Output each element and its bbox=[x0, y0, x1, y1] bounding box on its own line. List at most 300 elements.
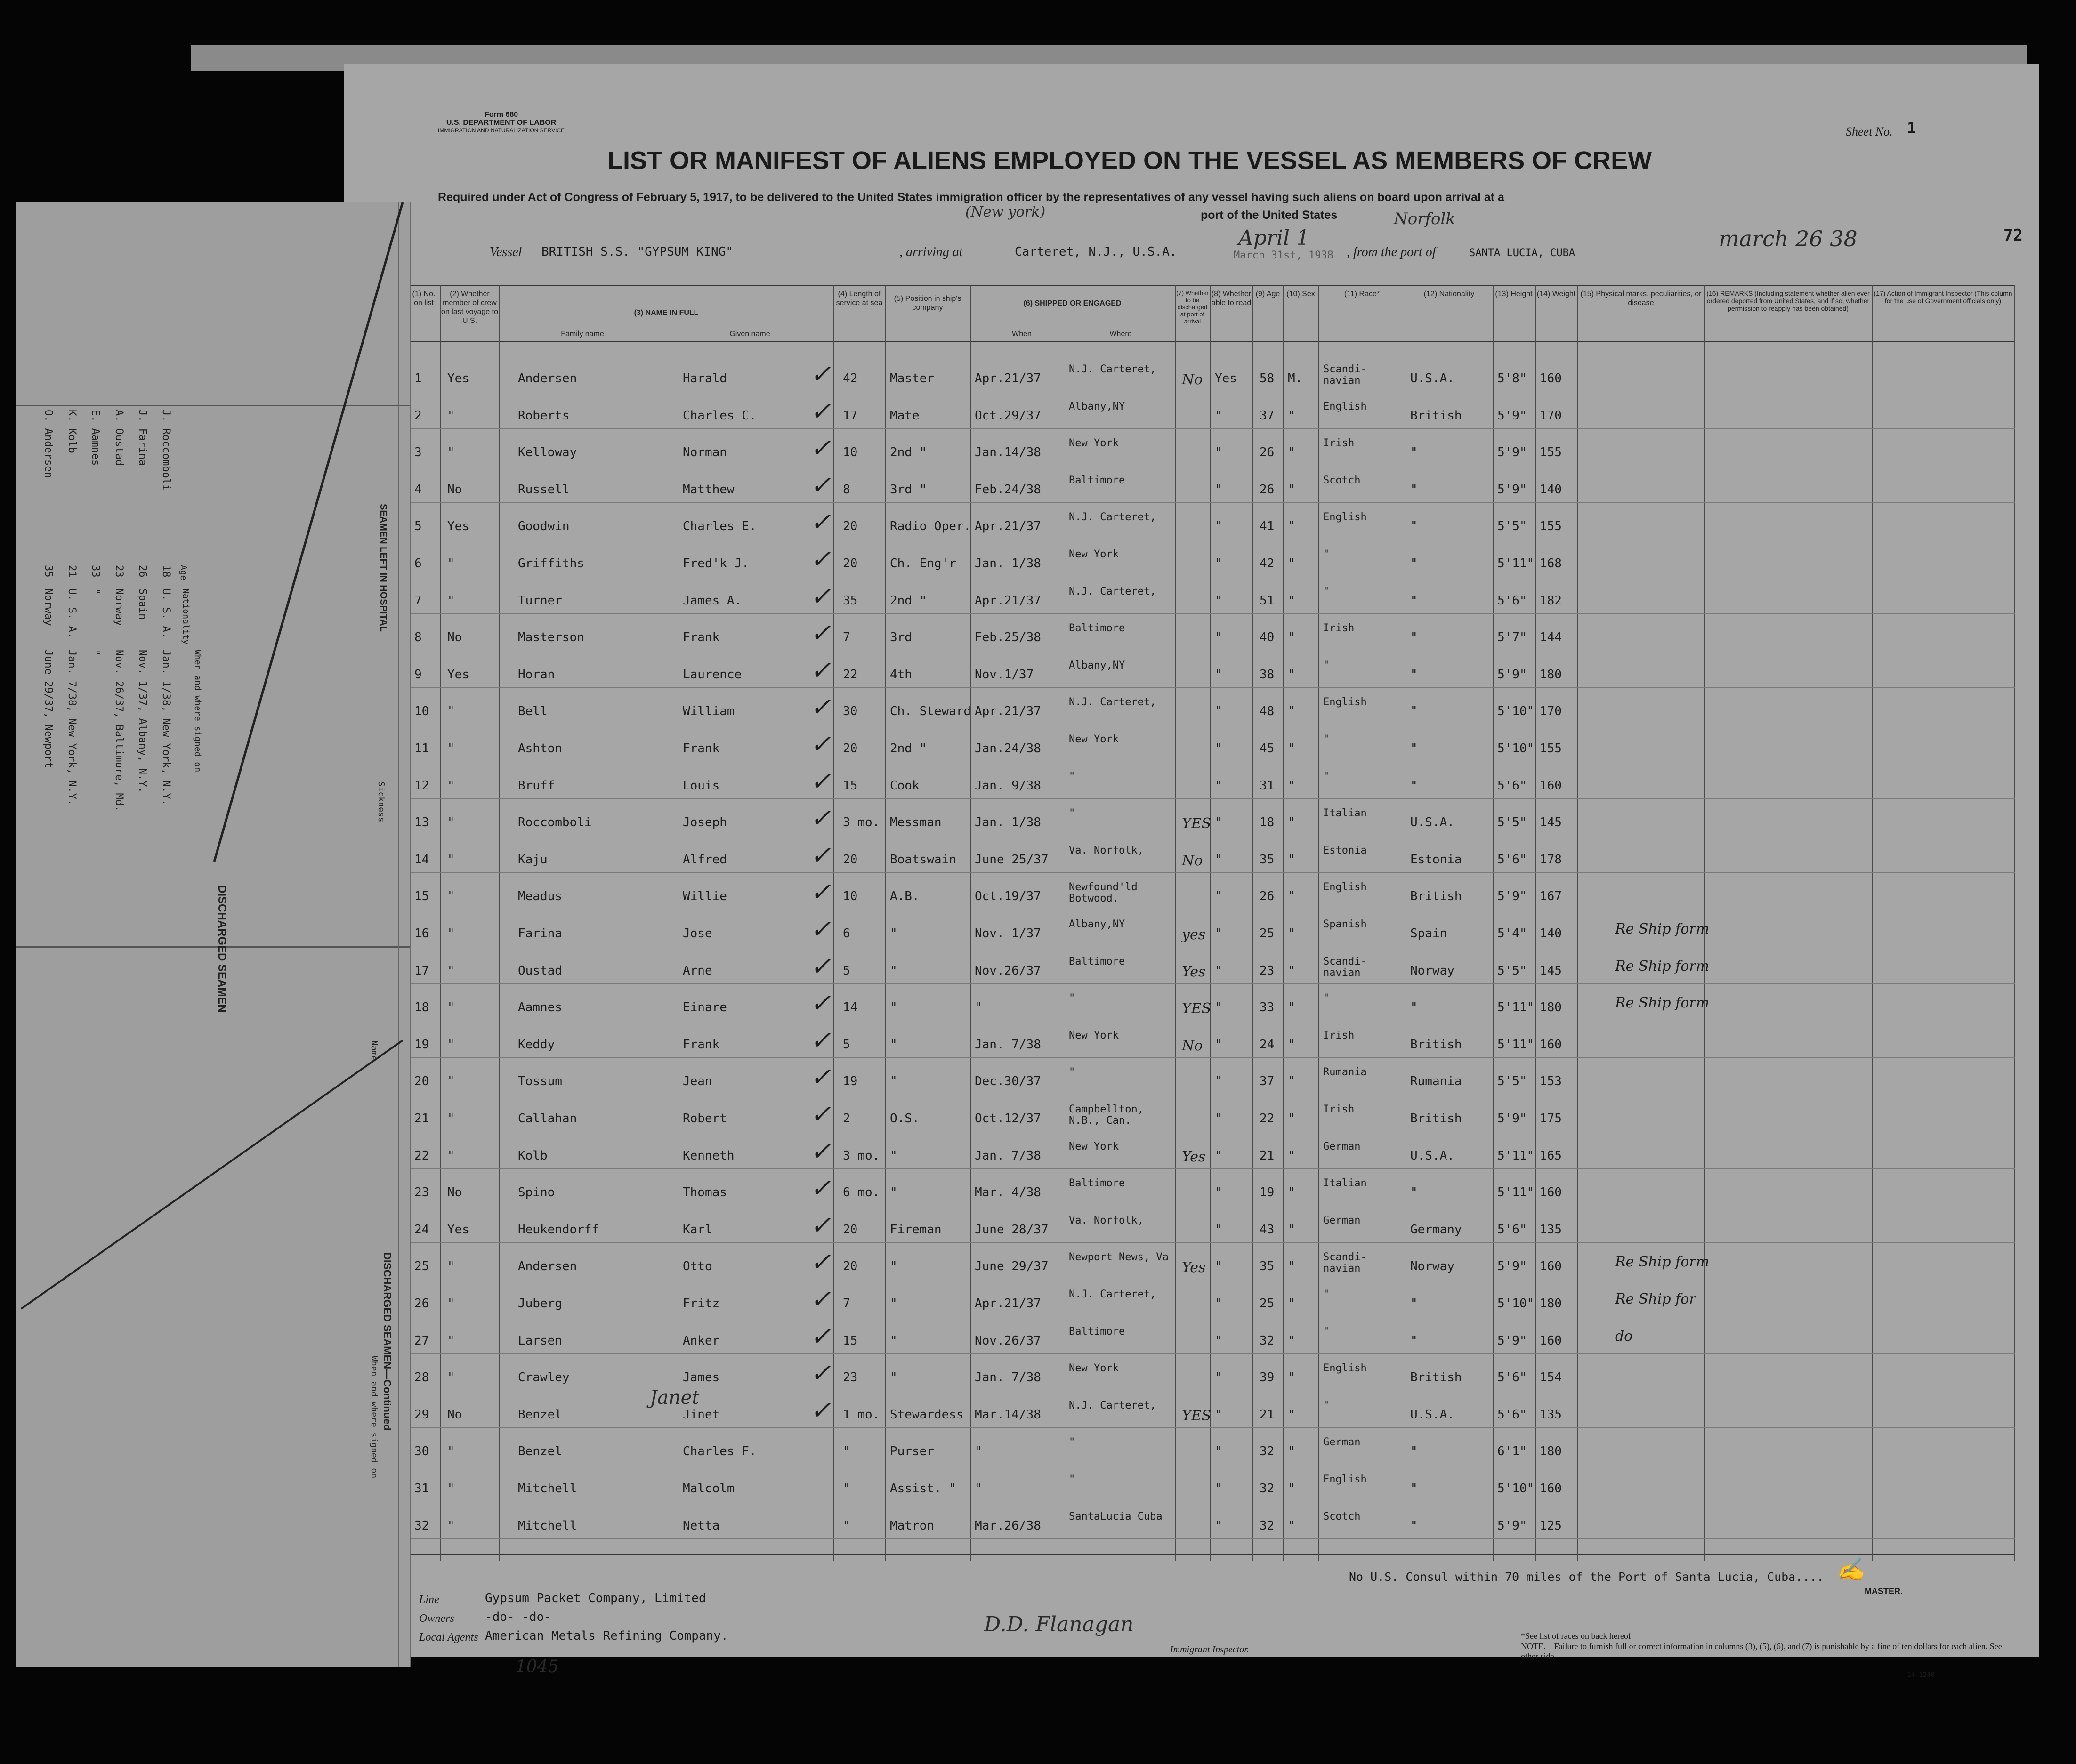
header-shipped: (6) SHIPPED OR ENGAGED bbox=[1023, 299, 1122, 307]
cell-race: " bbox=[1323, 548, 1330, 560]
cell-last-voyage: Yes bbox=[447, 519, 469, 534]
cell-nationality: " bbox=[1410, 519, 1418, 534]
cell-row-number: 14 bbox=[414, 852, 429, 867]
cell-height: 5'6" bbox=[1497, 1407, 1527, 1422]
cell-discharged: yes bbox=[1182, 926, 1206, 943]
cell-race: Spanish bbox=[1323, 918, 1367, 930]
cell-shipped-when: Jan. 7/38 bbox=[975, 1148, 1041, 1163]
cell-able-to-read: " bbox=[1215, 1444, 1222, 1459]
cell-age: 37 bbox=[1260, 1074, 1275, 1089]
row-rule bbox=[407, 502, 2015, 503]
cell-length-of-service: 23 bbox=[843, 1370, 858, 1385]
cell-position: " bbox=[890, 1000, 897, 1015]
cell-weight: 135 bbox=[1540, 1407, 1562, 1422]
inspector-label: Immigrant Inspector. bbox=[1170, 1644, 1249, 1655]
table-row bbox=[344, 1466, 2039, 1503]
cell-race: Irish bbox=[1323, 1104, 1355, 1115]
cell-race: " bbox=[1323, 1399, 1330, 1411]
cell-race: " bbox=[1323, 770, 1330, 782]
cell-given-name: Kenneth bbox=[683, 1148, 735, 1163]
tab-entry-age: 18 bbox=[160, 565, 172, 578]
cell-last-voyage: Yes bbox=[447, 371, 469, 386]
cell-last-voyage: " bbox=[447, 704, 455, 719]
form-header bbox=[438, 111, 565, 135]
cell-weight: 140 bbox=[1540, 482, 1562, 497]
cell-length-of-service: 1 mo. bbox=[843, 1407, 880, 1422]
cell-sex: " bbox=[1288, 889, 1295, 904]
cell-race: " bbox=[1323, 585, 1330, 597]
cell-shipped-where: " bbox=[1069, 807, 1075, 820]
cell-age: 33 bbox=[1260, 1000, 1275, 1015]
cell-able-to-read: " bbox=[1215, 889, 1222, 904]
cell-position: " bbox=[890, 1259, 897, 1274]
cell-height: 5'7" bbox=[1497, 630, 1527, 645]
cell-last-voyage: " bbox=[447, 741, 455, 756]
cell-shipped-where: N.J. Carteret, bbox=[1069, 1289, 1156, 1300]
cell-nationality: " bbox=[1410, 1185, 1418, 1200]
row-rule bbox=[407, 1168, 2015, 1169]
arriving-label: , arriving at bbox=[899, 245, 963, 259]
cell-sex: " bbox=[1288, 556, 1295, 571]
cell-able-to-read: " bbox=[1215, 778, 1222, 793]
cell-race: German bbox=[1323, 1140, 1361, 1152]
cell-weight: 180 bbox=[1540, 1000, 1562, 1015]
cell-able-to-read: " bbox=[1215, 482, 1222, 497]
cell-last-voyage: No bbox=[447, 482, 462, 497]
tab-entry-name: E. Aamnes bbox=[89, 410, 101, 466]
tab-entry-nationality: Norway bbox=[113, 588, 125, 626]
cell-height: 5'10" bbox=[1497, 741, 1535, 756]
cell-shipped-when: Oct.19/37 bbox=[975, 889, 1041, 904]
cell-nationality: " bbox=[1410, 1333, 1418, 1348]
cell-nationality: Estonia bbox=[1410, 852, 1462, 867]
cell-shipped-where: Newfound'ld Botwood, bbox=[1069, 881, 1138, 905]
table-row bbox=[344, 688, 2039, 725]
cell-age: 31 bbox=[1260, 778, 1275, 793]
cell-sex: " bbox=[1288, 1074, 1295, 1089]
cell-shipped-when: Feb.24/38 bbox=[975, 482, 1041, 497]
cell-shipped-when: June 28/37 bbox=[975, 1222, 1049, 1237]
cell-length-of-service: 3 mo. bbox=[843, 815, 880, 830]
cell-length-of-service: 20 bbox=[843, 1259, 858, 1274]
cell-length-of-service: 6 mo. bbox=[843, 1185, 880, 1200]
cell-height: 6'1" bbox=[1497, 1444, 1527, 1459]
cell-length-of-service: 30 bbox=[843, 704, 858, 719]
cell-shipped-where: Campbellton, N.B., Can. bbox=[1069, 1104, 1144, 1127]
cell-shipped-where: Baltimore bbox=[1069, 1177, 1125, 1190]
cell-family-name: Farina bbox=[518, 926, 562, 941]
cell-shipped-when: Apr.21/37 bbox=[975, 704, 1041, 719]
cell-sex: " bbox=[1288, 1333, 1295, 1348]
race-note: *See list of races on back hereof. bbox=[1521, 1631, 1633, 1641]
cell-nationality: " bbox=[1410, 630, 1418, 645]
check-mark-icon: ✓ bbox=[810, 1284, 832, 1314]
cell-row-number: 8 bbox=[414, 630, 422, 645]
cell-able-to-read: " bbox=[1215, 963, 1222, 978]
cell-given-name: James bbox=[683, 1370, 720, 1385]
cell-family-name: Roccomboli bbox=[518, 815, 592, 830]
print-code: 14—1240 bbox=[1907, 1671, 1935, 1679]
check-mark-icon: ✓ bbox=[810, 988, 832, 1018]
cell-nationality: " bbox=[1410, 1000, 1418, 1015]
header-sex: (10) Sex bbox=[1286, 290, 1315, 298]
cell-last-voyage: " bbox=[447, 963, 455, 978]
cell-discharged: Yes bbox=[1182, 1148, 1206, 1165]
cell-shipped-where: Baltimore bbox=[1069, 955, 1125, 967]
cell-row-number: 28 bbox=[414, 1370, 429, 1385]
cell-given-name: Alfred bbox=[683, 852, 727, 867]
table-row bbox=[344, 1095, 2039, 1133]
cell-sex: " bbox=[1288, 1148, 1295, 1163]
tab-entry-nationality: U. S. A. bbox=[66, 588, 78, 638]
cell-age: 18 bbox=[1260, 815, 1275, 830]
row-rule bbox=[407, 613, 2015, 614]
table-row bbox=[344, 393, 2039, 430]
cell-sex: " bbox=[1288, 408, 1295, 423]
cell-sex: " bbox=[1288, 852, 1295, 867]
header-position: (5) Position in ship's company bbox=[894, 295, 961, 312]
cell-row-number: 9 bbox=[414, 667, 422, 682]
owners-value: -do- -do- bbox=[485, 1610, 551, 1624]
tab-entry-when-where: " bbox=[89, 650, 101, 656]
cell-height: 5'6" bbox=[1497, 1370, 1527, 1385]
cell-discharged: YES bbox=[1182, 1407, 1212, 1424]
cell-family-name: Spino bbox=[518, 1185, 555, 1200]
cell-row-number: 7 bbox=[414, 593, 422, 608]
table-row bbox=[344, 1058, 2039, 1095]
cell-row-number: 27 bbox=[414, 1333, 429, 1348]
cell-last-voyage: " bbox=[447, 1333, 455, 1348]
cell-able-to-read: " bbox=[1215, 593, 1222, 608]
cell-row-number: 3 bbox=[414, 445, 422, 460]
tab-entry-nationality: " bbox=[89, 588, 101, 595]
cell-nationality: U.S.A. bbox=[1410, 1148, 1454, 1163]
cell-nationality: " bbox=[1410, 667, 1418, 682]
cell-age: 42 bbox=[1260, 556, 1275, 571]
cell-height: 5'11" bbox=[1497, 1185, 1535, 1200]
inspector-signature: D.D. Flanagan bbox=[984, 1612, 1134, 1636]
tab-entry-name: O. Andersen bbox=[42, 410, 54, 478]
cell-weight: 160 bbox=[1540, 371, 1562, 386]
cell-family-name: Griffiths bbox=[518, 556, 584, 571]
cell-height: 5'6" bbox=[1497, 778, 1527, 793]
cell-physical-marks-remark: do bbox=[1615, 1328, 1633, 1345]
cell-given-name: Malcolm bbox=[683, 1482, 735, 1496]
cell-race: Scandi- navian bbox=[1323, 363, 1367, 387]
cell-able-to-read: " bbox=[1215, 1222, 1222, 1237]
cell-nationality: U.S.A. bbox=[1410, 1407, 1454, 1422]
cell-nationality: " bbox=[1410, 741, 1418, 756]
cell-height: 5'9" bbox=[1497, 1518, 1527, 1533]
table-row bbox=[344, 1281, 2039, 1318]
cell-given-name: James A. bbox=[683, 593, 742, 608]
cell-height: 5'9" bbox=[1497, 408, 1527, 423]
cell-age: 23 bbox=[1260, 963, 1275, 978]
tab-entry-age: 21 bbox=[66, 565, 78, 578]
cell-able-to-read: " bbox=[1215, 1407, 1222, 1422]
cell-position: Boatswain bbox=[890, 852, 956, 867]
tab-col-nationality: Nationality bbox=[181, 588, 191, 645]
cell-family-name: Bruff bbox=[518, 778, 555, 793]
cell-last-voyage: " bbox=[447, 1037, 455, 1052]
cell-weight: 180 bbox=[1540, 1444, 1562, 1459]
tab-entry-age: 33 bbox=[89, 565, 101, 578]
cell-given-name: Charles F. bbox=[683, 1444, 757, 1459]
cell-race: " bbox=[1323, 1325, 1330, 1337]
cell-row-number: 1 bbox=[414, 371, 422, 386]
cell-height: 5'11" bbox=[1497, 1037, 1535, 1052]
cell-nationality: British bbox=[1410, 408, 1462, 423]
cell-able-to-read: " bbox=[1215, 1037, 1222, 1052]
cell-last-voyage: " bbox=[447, 1000, 455, 1015]
cell-position: A.B. bbox=[890, 889, 920, 904]
cell-weight: 180 bbox=[1540, 1297, 1562, 1311]
cell-length-of-service: 10 bbox=[843, 445, 858, 460]
tab-col-age: Age bbox=[178, 565, 188, 580]
cell-row-number: 31 bbox=[414, 1482, 429, 1496]
cell-last-voyage: " bbox=[447, 1370, 455, 1385]
cell-race: Estonia bbox=[1323, 844, 1367, 856]
cell-sex: " bbox=[1288, 1518, 1295, 1533]
cell-family-name: Andersen bbox=[518, 1259, 577, 1274]
cell-length-of-service: 6 bbox=[843, 926, 850, 941]
check-mark-icon: ✓ bbox=[810, 692, 832, 722]
header-length-service: (4) Length of service at sea bbox=[836, 290, 883, 307]
table-row bbox=[344, 910, 2039, 948]
cell-family-name: Andersen bbox=[518, 371, 577, 386]
cell-weight: 145 bbox=[1540, 963, 1562, 978]
from-port: SANTA LUCIA, CUBA bbox=[1469, 247, 1575, 259]
cell-position: " bbox=[890, 1148, 897, 1163]
cell-race: English bbox=[1323, 511, 1367, 524]
cell-weight: 153 bbox=[1540, 1074, 1562, 1089]
cell-height: 5'4" bbox=[1497, 926, 1527, 941]
cell-row-number: 24 bbox=[414, 1222, 429, 1237]
tab-hospital-heading: SEAMEN LEFT IN HOSPITAL bbox=[378, 504, 388, 632]
cell-age: 37 bbox=[1260, 408, 1275, 423]
manifest-sheet bbox=[344, 64, 2039, 1679]
cell-length-of-service: " bbox=[843, 1518, 850, 1533]
tab-entry-when-where: Nov. 1/37, Albany, N.Y. bbox=[137, 650, 148, 793]
cell-position: Radio Oper. bbox=[890, 519, 971, 534]
check-mark-icon: ✓ bbox=[810, 840, 832, 870]
tab-entry-age: 35 bbox=[42, 565, 54, 578]
cell-shipped-when: Nov.1/37 bbox=[975, 667, 1034, 682]
cell-family-name: Masterson bbox=[518, 630, 584, 645]
cell-length-of-service: 19 bbox=[843, 1074, 858, 1089]
cell-shipped-when: Mar.26/38 bbox=[975, 1518, 1041, 1533]
arrival-date-handwritten: April 1 bbox=[1238, 226, 1310, 250]
cell-nationality: Norway bbox=[1410, 963, 1454, 978]
cell-able-to-read: " bbox=[1215, 1148, 1222, 1163]
header-family-name: Family name bbox=[561, 330, 604, 338]
cell-weight: 167 bbox=[1540, 889, 1562, 904]
cell-height: 5'9" bbox=[1497, 1259, 1527, 1274]
cell-row-number: 25 bbox=[414, 1259, 429, 1274]
tab-entry-nationality: U. S. A. bbox=[160, 588, 172, 638]
cell-nationality: British bbox=[1410, 889, 1462, 904]
cell-height: 5'9" bbox=[1497, 1333, 1527, 1348]
tab-entry-name: A. Oustad bbox=[113, 410, 125, 466]
check-mark-icon: ✓ bbox=[810, 803, 832, 833]
cell-family-name: Benzel bbox=[518, 1407, 562, 1422]
check-mark-icon: ✓ bbox=[810, 433, 832, 463]
cell-shipped-when: " bbox=[975, 1444, 982, 1459]
cell-shipped-where: Va. Norfolk, bbox=[1069, 1214, 1144, 1226]
cell-height: 5'9" bbox=[1497, 445, 1527, 460]
cell-given-name: Laurence bbox=[683, 667, 742, 682]
cell-race: English bbox=[1323, 881, 1367, 894]
cell-position: " bbox=[890, 1185, 897, 1200]
table-row bbox=[344, 1243, 2039, 1281]
header-when: When bbox=[1012, 330, 1032, 338]
cell-height: 5'5" bbox=[1497, 963, 1527, 978]
cell-shipped-where: New York bbox=[1069, 1362, 1119, 1375]
row-rule bbox=[407, 1242, 2015, 1243]
check-mark-icon: ✓ bbox=[810, 1395, 832, 1425]
table-top-rule bbox=[407, 285, 2015, 286]
cell-nationality: British bbox=[1410, 1370, 1462, 1385]
cell-sex: " bbox=[1288, 704, 1295, 719]
cell-row-number: 15 bbox=[414, 889, 429, 904]
cell-age: 25 bbox=[1260, 926, 1275, 941]
cell-race: Irish bbox=[1323, 622, 1355, 635]
cell-height: 5'9" bbox=[1497, 667, 1527, 682]
check-mark-icon: ✓ bbox=[810, 544, 832, 574]
cell-row-number: 11 bbox=[414, 741, 429, 756]
vessel-name: BRITISH S.S. "GYPSUM KING" bbox=[541, 245, 733, 259]
cell-race: Rumania bbox=[1323, 1066, 1367, 1079]
cell-shipped-where: New York bbox=[1069, 548, 1119, 560]
header-remarks: (16) REMARKS (Including statement whether alien ever ordered deported from United States, and if so, whether permission to reapply has been obtained) bbox=[1706, 290, 1870, 312]
cell-weight: 155 bbox=[1540, 519, 1562, 534]
header-discharged: (7) Whether to be discharged at port of arrival bbox=[1176, 290, 1209, 325]
cell-height: 5'9" bbox=[1497, 482, 1527, 497]
cell-given-name: William bbox=[683, 704, 735, 719]
page-number: 72 bbox=[2003, 226, 2023, 245]
cell-weight: 160 bbox=[1540, 1185, 1562, 1200]
cell-shipped-when: Jan. 7/38 bbox=[975, 1370, 1041, 1385]
cell-age: 32 bbox=[1260, 1482, 1275, 1496]
check-mark-icon: ✓ bbox=[810, 1136, 832, 1166]
check-mark-icon: ✓ bbox=[810, 618, 832, 648]
cell-race: English bbox=[1323, 1474, 1367, 1485]
cell-sex: " bbox=[1288, 1000, 1295, 1015]
cell-age: 48 bbox=[1260, 704, 1275, 719]
cell-age: 24 bbox=[1260, 1037, 1275, 1052]
cell-shipped-when: Jan. 7/38 bbox=[975, 1037, 1041, 1052]
cell-length-of-service: 35 bbox=[843, 593, 858, 608]
cell-race: English bbox=[1323, 696, 1367, 709]
cell-sex: " bbox=[1288, 1037, 1295, 1052]
tab-entry-age: 23 bbox=[113, 565, 125, 578]
cell-height: 5'9" bbox=[1497, 889, 1527, 904]
row-rule bbox=[407, 798, 2015, 799]
cell-family-name: Goodwin bbox=[518, 519, 570, 534]
cell-sex: " bbox=[1288, 482, 1295, 497]
cell-last-voyage: No bbox=[447, 1407, 462, 1422]
cell-nationality: " bbox=[1410, 778, 1418, 793]
cell-nationality: " bbox=[1410, 482, 1418, 497]
cell-row-number: 30 bbox=[414, 1444, 429, 1459]
cell-nationality: " bbox=[1410, 556, 1418, 571]
arriving-at: Carteret, N.J., U.S.A. bbox=[1015, 245, 1177, 259]
cell-last-voyage: No bbox=[447, 1185, 462, 1200]
cell-able-to-read: " bbox=[1215, 1112, 1222, 1126]
cell-shipped-where: Albany,NY bbox=[1069, 400, 1125, 412]
row-rule bbox=[407, 1538, 2015, 1539]
cell-sex: " bbox=[1288, 778, 1295, 793]
cell-sex: " bbox=[1288, 1407, 1295, 1422]
header-weight: (14) Weight bbox=[1536, 290, 1576, 298]
header-able-to-read: (8) Whether able to read bbox=[1211, 290, 1252, 307]
cell-sex: " bbox=[1288, 1444, 1295, 1459]
table-header-rule bbox=[407, 341, 2015, 342]
header-given-name: Given name bbox=[729, 330, 770, 338]
cell-sex: " bbox=[1288, 1482, 1295, 1496]
cell-race: Italian bbox=[1323, 807, 1367, 820]
header-action: (17) Action of Immigrant Inspector (This column for the use of Government officials only) bbox=[1874, 290, 2012, 305]
check-mark-icon: ✓ bbox=[810, 470, 832, 500]
cell-last-voyage: " bbox=[447, 1518, 455, 1533]
cell-given-name: Charles C. bbox=[683, 408, 757, 423]
cell-family-name: Callahan bbox=[518, 1112, 577, 1126]
cell-length-of-service: 42 bbox=[843, 371, 858, 386]
cell-age: 26 bbox=[1260, 482, 1275, 497]
cell-able-to-read: " bbox=[1215, 1333, 1222, 1348]
cell-row-number: 23 bbox=[414, 1185, 429, 1200]
cell-family-name: Benzel bbox=[518, 1444, 562, 1459]
cell-row-number: 6 bbox=[414, 556, 422, 571]
table-bottom-rule bbox=[407, 1554, 2015, 1555]
cell-age: 39 bbox=[1260, 1370, 1275, 1385]
header-height: (13) Height bbox=[1495, 290, 1533, 298]
cell-last-voyage: " bbox=[447, 1444, 455, 1459]
cell-given-name: Frank bbox=[683, 630, 720, 645]
cell-position: " bbox=[890, 926, 897, 941]
check-mark-icon: ✓ bbox=[810, 396, 832, 426]
cell-age: 32 bbox=[1260, 1333, 1275, 1348]
cell-race: Irish bbox=[1323, 1029, 1355, 1041]
cell-position: " bbox=[890, 963, 897, 978]
cell-given-name: Louis bbox=[683, 778, 720, 793]
cell-nationality: Spain bbox=[1410, 926, 1447, 941]
table-row bbox=[344, 799, 2039, 837]
cell-last-voyage: No bbox=[447, 630, 462, 645]
cell-position: 2nd " bbox=[890, 593, 927, 608]
cell-length-of-service: 7 bbox=[843, 630, 850, 645]
cell-sex: " bbox=[1288, 593, 1295, 608]
handwritten-departure-date: march 26 38 bbox=[1719, 226, 1858, 251]
cell-last-voyage: " bbox=[447, 1148, 455, 1163]
table-row bbox=[344, 1207, 2039, 1244]
cell-position: Assist. " bbox=[890, 1482, 956, 1496]
subtitle-line1: Required under Act of Congress of February 5, 1917, to be delivered to the United States immigration officer by the representatives of any vessel having such aliens on board upon arrival at a bbox=[438, 191, 1504, 204]
cell-race: Scotch bbox=[1323, 1510, 1361, 1522]
cell-discharged: No bbox=[1182, 371, 1203, 388]
service: IMMIGRATION AND NATURALIZATION SERVICE bbox=[438, 127, 565, 134]
cell-weight: 160 bbox=[1540, 778, 1562, 793]
cell-last-voyage: " bbox=[447, 445, 455, 460]
cell-given-name: Willie bbox=[683, 889, 727, 904]
cell-height: 5'5" bbox=[1497, 519, 1527, 534]
cell-length-of-service: 5 bbox=[843, 1037, 850, 1052]
cell-given-name: Jose bbox=[683, 926, 712, 941]
tab-entry-when-where: June 29/37, Newport bbox=[42, 650, 54, 768]
cell-able-to-read: " bbox=[1215, 445, 1222, 460]
cell-length-of-service: 8 bbox=[843, 482, 850, 497]
cell-shipped-when: " bbox=[975, 1482, 982, 1496]
